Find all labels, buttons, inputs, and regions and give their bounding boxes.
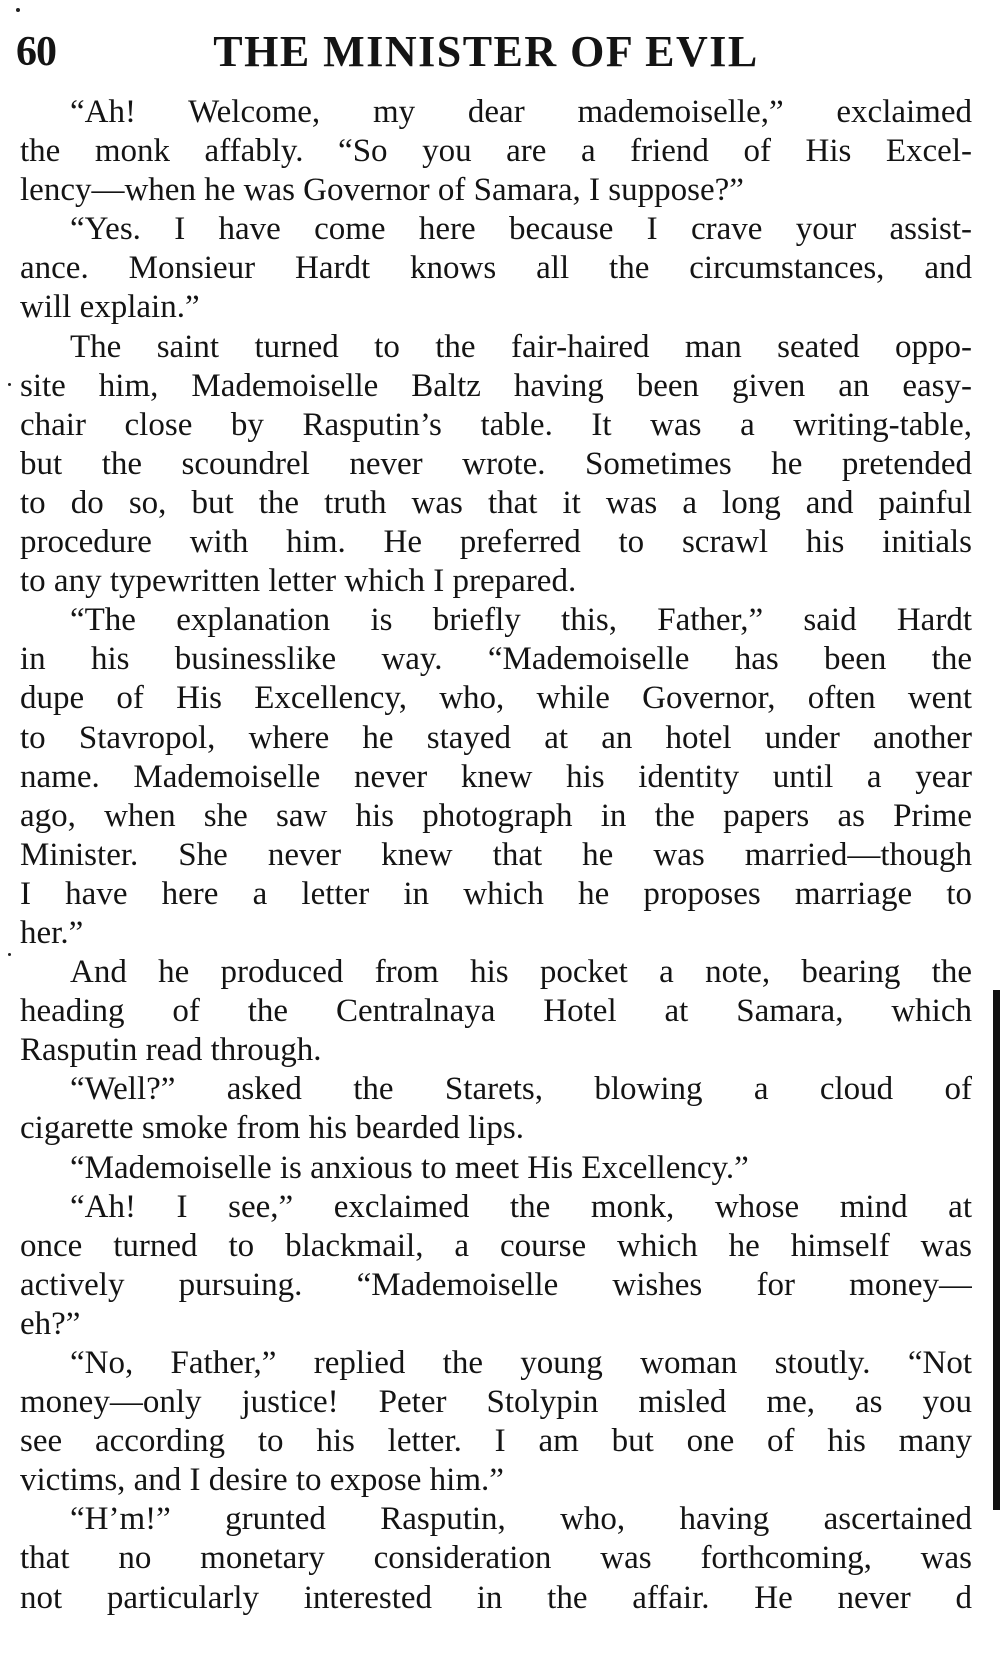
text-line: once turned to blackmail, a course which he himself was (20, 1227, 972, 1264)
text-line: And he produced from his pocket a note, bearing the (70, 954, 972, 991)
text-line: “Ah! Welcome, my dear mademoiselle,” exclaimed (70, 94, 972, 130)
text-line: will explain.” (20, 289, 200, 326)
text-line: “H’m!” grunted Rasputin, who, having ascertained (70, 1501, 972, 1538)
text-line: actively pursuing. “Mademoiselle wishes for money— (20, 1266, 972, 1303)
text-line: I have here a letter in which he proposes marriage to (20, 875, 972, 912)
text-line: to Stavropol, where he stayed at an hotel under another (20, 719, 972, 756)
text-line: “Ah! I see,” exclaimed the monk, whose mind at (70, 1188, 972, 1225)
scan-margin-shadow (993, 990, 1000, 1510)
running-title: THE MINISTER OF EVIL (213, 27, 759, 76)
text-line: that no monetary consideration was forthcoming, was (20, 1540, 972, 1577)
text-line: Rasputin read through. (20, 1032, 322, 1069)
body-text (20, 93, 972, 1618)
text-line: victims, and I desire to expose him.” (20, 1462, 504, 1499)
text-line: eh?” (20, 1305, 81, 1342)
text-line: money—only justice! Peter Stolypin misled me, as you (20, 1384, 972, 1421)
text-line: Minister. She never knew that he was married—though (20, 836, 972, 873)
text-line: “No, Father,” replied the young woman stoutly. “Not (70, 1345, 972, 1381)
text-line: lency—when he was Governor of Samara, I suppose?” (20, 172, 744, 209)
text-line: “Mademoiselle is anxious to meet His Excellency.” (70, 1149, 749, 1186)
text-line: name. Mademoiselle never knew his identity until a year (20, 758, 972, 795)
text-line: ance. Monsieur Hardt knows all the circumstances, and (20, 250, 972, 287)
text-line: but the scoundrel never wrote. Sometimes he pretended (20, 445, 972, 482)
text-line: “Yes. I have come here because I crave your assist- (70, 211, 972, 248)
text-line: ago, when she saw his photograph in the papers as Prime (20, 797, 972, 834)
text-line: to any typewritten letter which I prepared. (20, 563, 577, 600)
text-line: not particularly interested in the affair. He never d (20, 1579, 972, 1616)
page-number: 60 (16, 29, 56, 75)
text-line: “The explanation is briefly this, Father,” said Hardt (70, 602, 972, 639)
text-line: site him, Mademoiselle Baltz having been given an easy- (20, 367, 972, 404)
text-line: “Well?” asked the Starets, blowing a cloud of (70, 1071, 972, 1108)
scan-speck (8, 953, 11, 956)
text-line: procedure with him. He preferred to scrawl his initials (20, 524, 972, 561)
text-line: cigarette smoke from his bearded lips. (20, 1110, 525, 1147)
text-line: heading of the Centralnaya Hotel at Samara, which (20, 993, 972, 1030)
text-line: The saint turned to the fair-haired man seated oppo- (70, 328, 972, 365)
text-line: chair close by Rasputin’s table. It was a writing-table, (20, 406, 972, 443)
text-line: see according to his letter. I am but one of his many (20, 1423, 972, 1460)
scan-speck (16, 8, 20, 12)
page-header (16, 16, 956, 86)
scan-speck (8, 383, 11, 386)
text-line: her.” (20, 914, 84, 951)
text-line: the monk affably. “So you are a friend of His Excel- (20, 133, 972, 170)
text-line: in his businesslike way. “Mademoiselle has been the (20, 641, 972, 678)
text-line: dupe of His Excellency, who, while Governor, often went (20, 680, 972, 717)
text-line: to do so, but the truth was that it was a long and painful (20, 484, 972, 521)
